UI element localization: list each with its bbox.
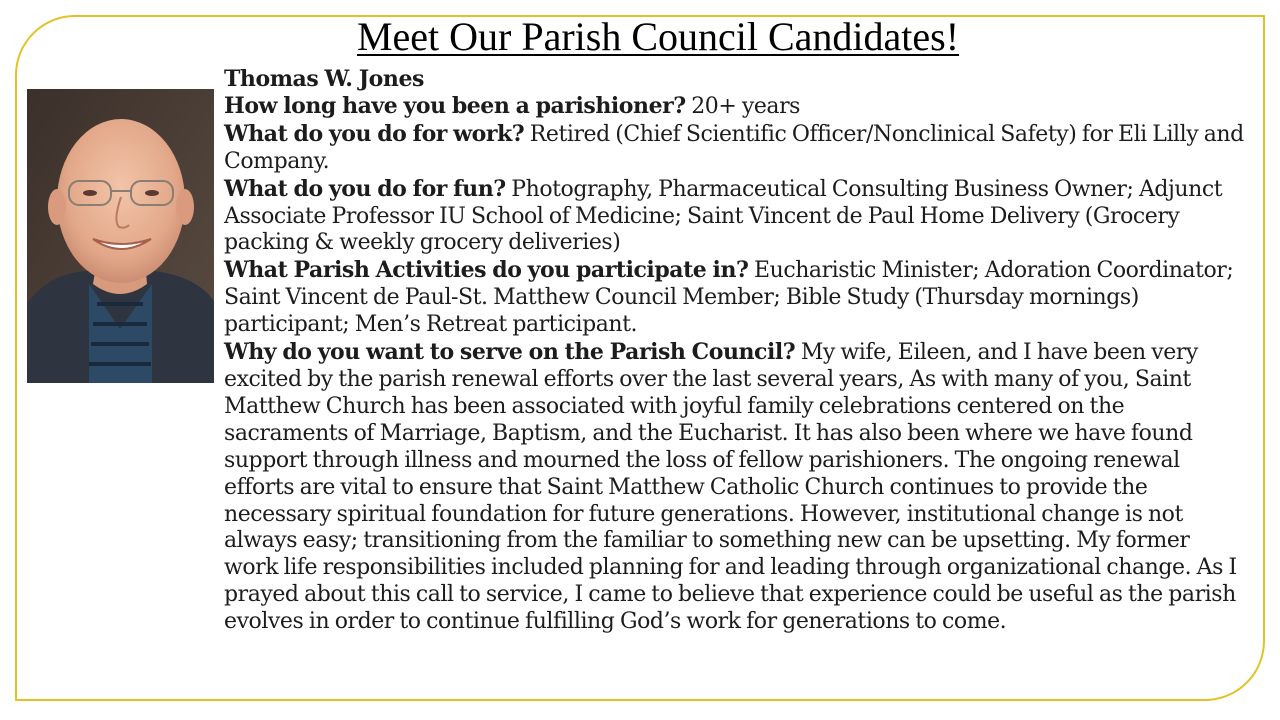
answer-fun: Photography, Pharmaceutical Consulting Business Owner; Adjunct Associate Professor IU School of Medicine; Saint Vincent de Paul Home Delivery (Grocery packing & weekly grocery deliveries): [224, 176, 1223, 256]
qa-item-tenure: [224, 93, 1244, 121]
candidate-photo: [27, 89, 214, 383]
candidate-bio: [224, 66, 1244, 636]
slide-title: Meet Our Parish Council Candidates!: [356, 14, 960, 59]
qa-item-activities: [224, 257, 1244, 339]
qa-item-work: [224, 121, 1244, 176]
qa-item-motivation: [224, 339, 1244, 636]
question-motivation: Why do you want to serve on the Parish Council?: [224, 339, 796, 366]
question-work: What do you do for work?: [224, 120, 525, 147]
qa-item-fun: [224, 176, 1244, 258]
answer-motivation: My wife, Eileen, and I have been very excited by the parish renewal efforts over the last several years, As with many of you, Saint Matthew Church has been associated with joyful family celebrations centered on the sacraments of Marriage, Baptism, and the Eucharist. It has also been where we have found support through illness and mourned the loss of fellow parishioners. The ongoing renewal efforts are vital to ensure that Saint Matthew Catholic Church continues to provide the necessary spiritual foundation for future generations. However, institutional change is not always easy; transitioning from the familiar to something new can be upsetting. My former work life responsibilities included planning for and leading through organizational change. As I prayed about this call to service, I came to believe that experience could be useful as the parish evolves in order to continue fulfilling God’s work for generations to come.: [224, 340, 1237, 635]
answer-work: Retired (Chief Scientific Officer/Nonclinical Safety) for Eli Lilly and Company.: [224, 121, 1244, 174]
question-activities: What Parish Activities do you participate in?: [224, 257, 749, 284]
question-fun: What do you do for fun?: [224, 175, 506, 202]
portrait-photo-icon: [27, 89, 214, 383]
answer-activities: Eucharistic Minister; Adoration Coordinator; Saint Vincent de Paul-St. Matthew Council Member; Bible Study (Thursday mornings) participant; Men’s Retreat participant.: [224, 258, 1234, 338]
answer-tenure: 20+ years: [691, 93, 800, 119]
question-tenure: How long have you been a parishioner?: [224, 92, 686, 119]
candidate-name: Thomas W. Jones: [224, 66, 424, 92]
